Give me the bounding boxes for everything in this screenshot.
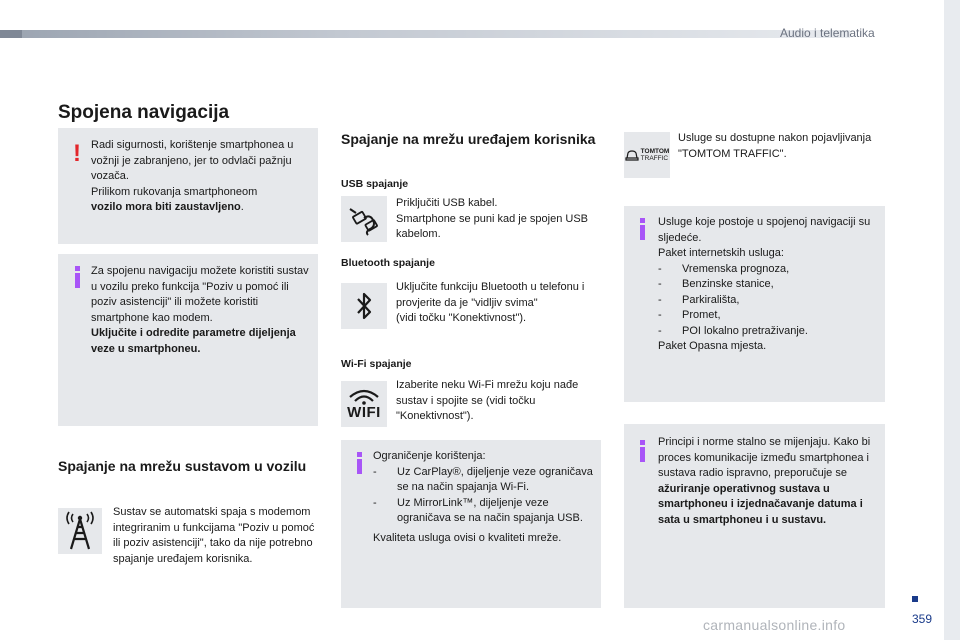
bluetooth-icon <box>341 283 387 329</box>
page-number: 359 <box>912 612 933 626</box>
wifi-text: Izaberite neku Wi-Fi mrežu koju nađe sustav i spojite se (vidi točku "Konektivnost"). <box>396 379 579 422</box>
wifi-label: Wi-Fi spajanje <box>341 358 412 370</box>
list-item: - Parkirališta, <box>658 293 740 306</box>
info-icon <box>75 266 80 288</box>
limits-text: Ograničenje korištenja: - Uz CarPlay®, dijeljenje veze ograničava se na način spajanja Wi-Fi. - Uz MirrorLink™, dijeljenje veze ograničava se na način spajanja USB. Kvaliteta usluga ovisi o kvaliteti mreže. <box>373 449 595 546</box>
list-item: - Uz CarPlay®, dijeljenje veze ograničava se na način spajanja Wi-Fi. <box>373 465 593 493</box>
warning-box <box>58 128 318 244</box>
bluetooth-label: Bluetooth spajanje <box>341 257 435 269</box>
system-text: Sustav se automatski spaja s modemom integriranim u funkcijama "Poziv u pomoć ili poziv asistenciji", tako da nije potrebno spajanje uređajem korisnika. <box>113 506 315 565</box>
wifi-icon-text: WIFI <box>347 403 381 421</box>
info-box-services <box>624 206 885 402</box>
usb-cable-icon <box>341 196 387 242</box>
info-box-update <box>624 424 885 608</box>
list-item: - Benzinske stanice, <box>658 278 774 290</box>
info-text-modem: Za spojenu navigaciju možete koristiti sustav u vozilu preko funkcija "Poziv u pomoć ili poziv asistenciji" ili možete koristiti smartphone kao modem. Uključite i odredite parametre dijeljenja veze u smartphoneu. <box>91 265 309 355</box>
watermark: carmanualsonline.info <box>703 617 846 633</box>
warning-text: Radi sigurnosti, korištenje smartphonea u vožnji je zabranjeno, jer to odvlači pažnju vozača. Prilikom rukovanja smartphoneom vozilo mora biti zaustavljeno. <box>91 139 294 213</box>
list-item: - Vremenska prognoza, <box>658 262 790 275</box>
bluetooth-text: Uključite funkciju Bluetooth u telefonu i provjerite da je "vidljiv svima" (vidi točku "Konektivnost"). <box>396 281 585 324</box>
device-heading: Spajanje na mrežu uređajem korisnika <box>341 131 596 147</box>
header-rule-accent <box>0 30 22 38</box>
page-edge-strip <box>944 0 960 640</box>
section-header: Audio i telematika <box>780 26 875 40</box>
info-box-modem <box>58 254 318 426</box>
list-item: - Uz MirrorLink™, dijeljenje veze ograničava se na način spajanja USB. <box>373 496 583 524</box>
header-rule <box>0 30 850 38</box>
services-text: Usluge koje postoje u spojenoj navigaciji su sljedeće. Paket internetskih usluga: - Vremenska prognoza, - Benzinske stanice, - Parkirališta, - Promet, - POI lokalno pretraživanje. Paket Opasna mjesta. <box>658 215 880 355</box>
update-text: Principi i norme stalno se mijenjaju. Kako bi proces komunikacije između smartphonea i sustava radio ispravno, preporučuje se ažuriranje operativnog sustava u smartphoneu i izjednačavanje datuma i sata u smartphoneu i u sustavu. <box>658 436 871 526</box>
wifi-icon <box>341 381 387 427</box>
info-box-limits <box>341 440 601 608</box>
info-icon <box>357 452 362 474</box>
list-item: - Promet, <box>658 309 721 321</box>
list-item: - POI lokalno pretraživanje. <box>658 324 808 337</box>
warning-icon: ! <box>73 140 81 167</box>
system-heading: Spajanje na mrežu sustavom u vozilu <box>58 458 307 474</box>
info-icon <box>640 218 645 240</box>
usb-text: Priključiti USB kabel. Smartphone se puni kad je spojen USB kabelom. <box>396 197 589 240</box>
page-marker <box>912 596 918 602</box>
info-icon <box>640 440 645 462</box>
tomtom-text: Usluge su dostupne nakon pojavljivanja "TOMTOM TRAFFIC". <box>678 132 872 160</box>
tomtom-traffic-icon: TOMTOM TRAFFIC <box>624 132 670 178</box>
usb-label: USB spajanje <box>341 178 409 190</box>
page-title: Spojena navigacija <box>58 102 230 123</box>
antenna-icon <box>58 508 102 554</box>
